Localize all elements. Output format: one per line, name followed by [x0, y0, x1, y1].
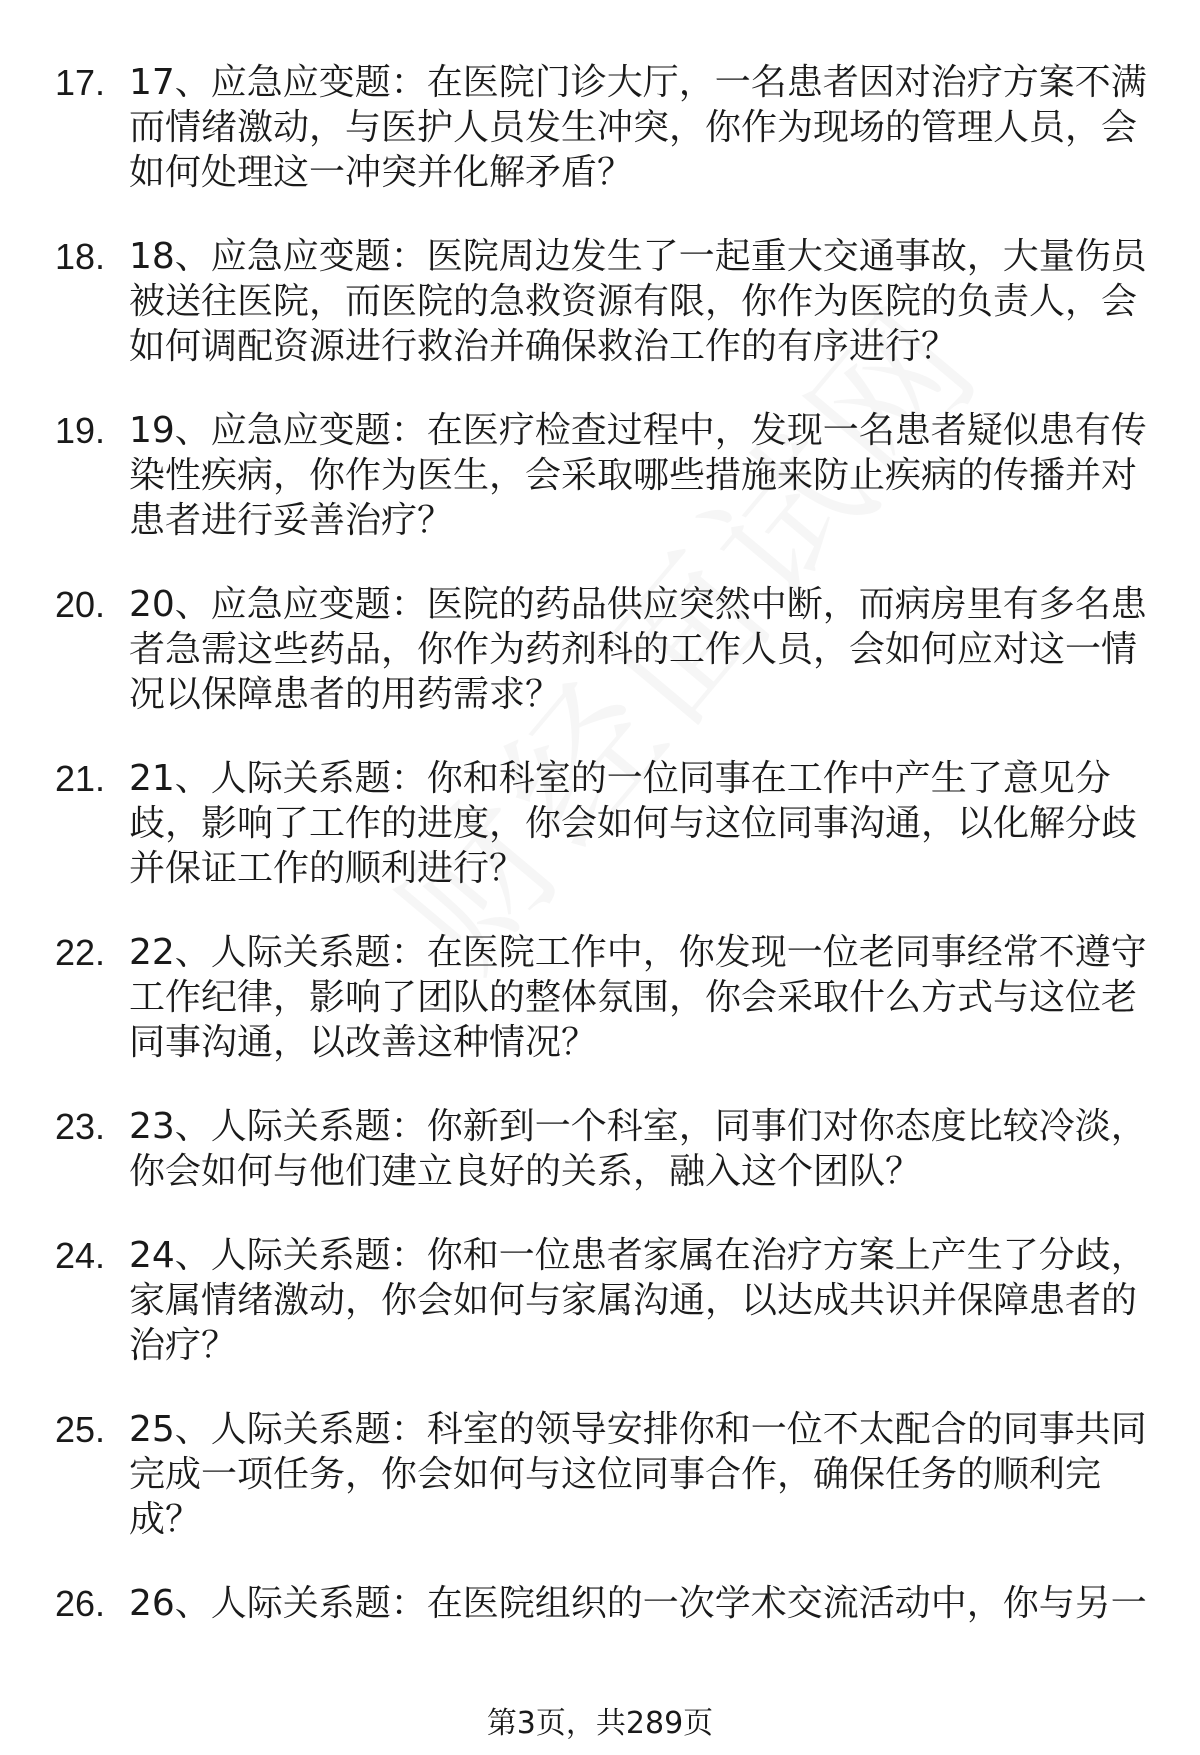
question-item: [55, 1581, 1155, 1626]
question-item: [55, 60, 1155, 195]
question-text: 23、人际关系题：你新到一个科室，同事们对你态度比较冷淡，你会如何与他们建立良好的关系，融入这个团队？: [129, 1106, 1147, 1192]
question-text: 26、人际关系题：在医院组织的一次学术交流活动中，你与另一: [129, 1583, 1147, 1624]
question-number: 18.: [55, 236, 106, 277]
question-item: [55, 1233, 1155, 1368]
question-item: [55, 234, 1155, 369]
question-number: 21.: [55, 758, 106, 799]
question-text: 24、人际关系题：你和一位患者家属在治疗方案上产生了分歧，家属情绪激动，你会如何与家属沟通，以达成共识并保障患者的治疗？: [129, 1235, 1147, 1366]
question-number: 17.: [55, 62, 106, 103]
question-text: 20、应急应变题：医院的药品供应突然中断，而病房里有多名患者急需这些药品，你作为药剂科的工作人员，会如何应对这一情况以保障患者的用药需求？: [129, 584, 1147, 715]
question-text: 17、应急应变题：在医院门诊大厅，一名患者因对治疗方案不满而情绪激动，与医护人员发生冲突，你作为现场的管理人员，会如何处理这一冲突并化解矛盾？: [129, 62, 1147, 193]
question-item: [55, 1104, 1155, 1194]
question-item: [55, 1407, 1155, 1542]
question-text: 21、人际关系题：你和科室的一位同事在工作中产生了意见分歧，影响了工作的进度，你会如何与这位同事沟通，以化解分歧并保证工作的顺利进行？: [129, 758, 1138, 889]
question-list: [55, 60, 1155, 1665]
page-footer: 第3页，共289页: [486, 1706, 714, 1741]
question-item: [55, 582, 1155, 717]
question-text: 19、应急应变题：在医疗检查过程中，发现一名患者疑似患有传染性疾病，你作为医生，会采取哪些措施来防止疾病的传播并对患者进行妥善治疗？: [129, 410, 1147, 541]
question-item: [55, 930, 1155, 1065]
question-number: 23.: [55, 1106, 106, 1147]
question-number: 22.: [55, 932, 106, 973]
question-text: 22、人际关系题：在医院工作中，你发现一位老同事经常不遵守工作纪律，影响了团队的整体氛围，你会采取什么方式与这位老同事沟通，以改善这种情况？: [129, 932, 1147, 1063]
question-number: 24.: [55, 1235, 106, 1276]
question-number: 26.: [55, 1583, 106, 1624]
question-number: 19.: [55, 410, 106, 451]
question-item: [55, 756, 1155, 891]
question-text: 25、人际关系题：科室的领导安排你和一位不太配合的同事共同完成一项任务，你会如何与这位同事合作，确保任务的顺利完成？: [129, 1409, 1147, 1540]
question-number: 25.: [55, 1409, 106, 1450]
question-number: 20.: [55, 584, 106, 625]
question-item: [55, 408, 1155, 543]
question-text: 18、应急应变题：医院周边发生了一起重大交通事故，大量伤员被送往医院，而医院的急救资源有限，你作为医院的负责人，会如何调配资源进行救治并确保救治工作的有序进行？: [129, 236, 1147, 367]
